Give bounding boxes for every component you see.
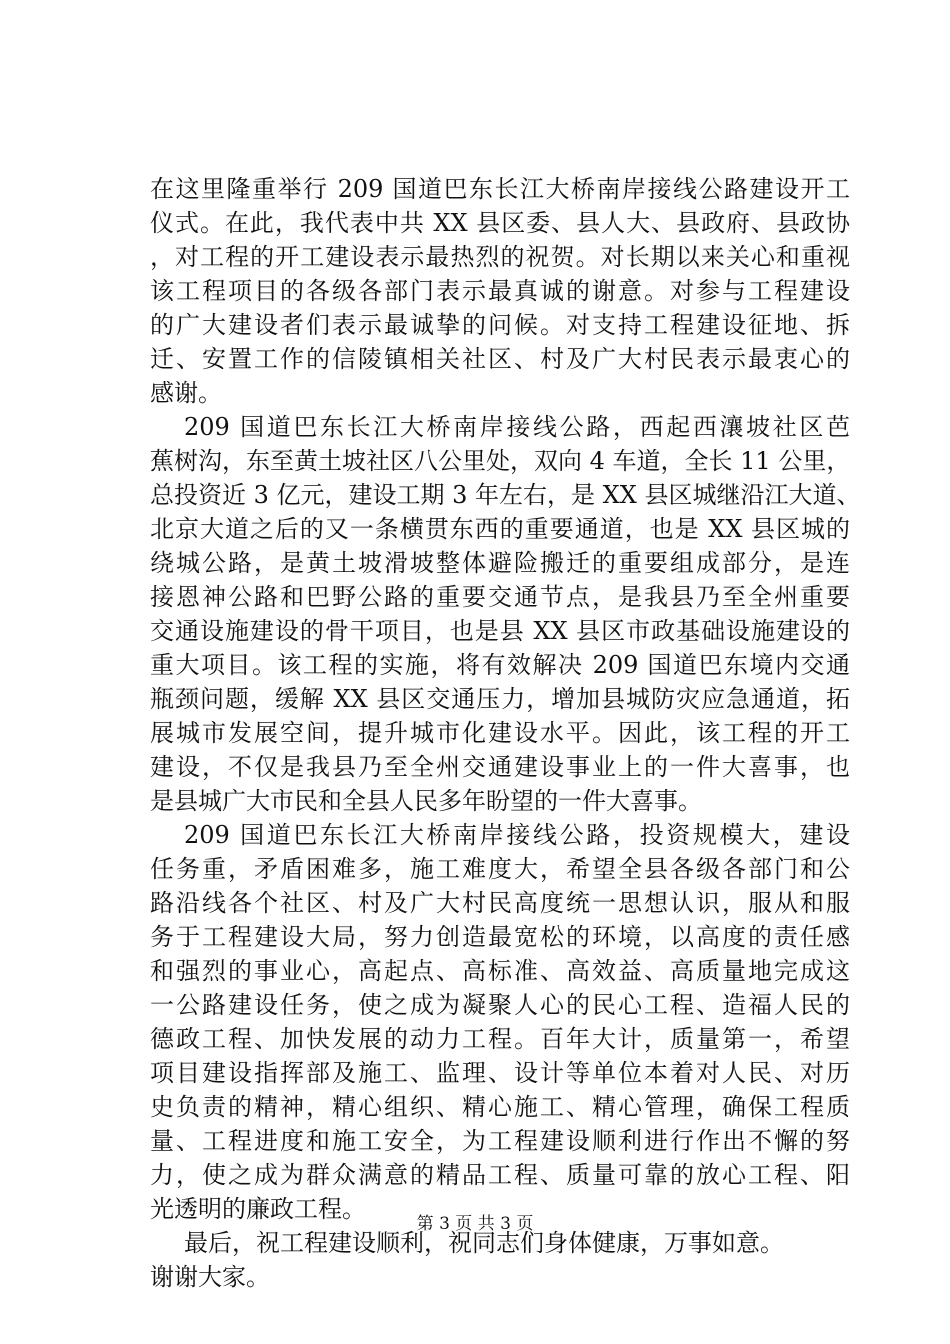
text-line: 量、工程进度和施工安全，为工程建设顺利进行作出不懈的努 [150, 1127, 850, 1155]
text-line: 任务重，矛盾困难多，施工难度大，希望全县各级各部门和公 [150, 855, 850, 883]
text-line: 该工程项目的各级各部门表示最真诚的谢意。对参与工程建设 [150, 277, 850, 305]
text-line: 展城市发展空间，提升城市化建设水平。因此，该工程的开工 [150, 719, 850, 747]
text-line: 是县城广大市民和全县人民多年盼望的一件大喜事。 [150, 787, 702, 815]
text-line: 项目建设指挥部及施工、监理、设计等单位本着对人民、对历 [150, 1059, 850, 1087]
text-line: 仪式。在此，我代表中共 XX 县区委、县人大、县政府、县政协 [150, 209, 850, 237]
text-line: 建设，不仅是我县乃至全州交通建设事业上的一件大喜事，也 [150, 753, 850, 781]
text-line: 在这里隆重举行 209 国道巴东长江大桥南岸接线公路建设开工 [150, 175, 850, 203]
text-line: 总投资近 3 亿元，建设工期 3 年左右，是 XX 县区城继沿江大道、 [150, 481, 861, 509]
text-line: 和强烈的事业心，高起点、高标准、高效益、高质量地完成这 [150, 957, 850, 985]
text-line: 力，使之成为群众满意的精品工程、质量可靠的放心工程、阳 [150, 1161, 850, 1189]
text-line: 重大项目。该工程的实施，将有效解决 209 国道巴东境内交通 [150, 651, 850, 679]
text-line: 光透明的廉政工程。 [150, 1195, 366, 1223]
paragraph-start-line: 209 国道巴东长江大桥南岸接线公路，投资规模大，建设 [184, 821, 850, 849]
text-line: 交通设施建设的骨干项目，也是县 XX 县区市政基础设施建设的 [150, 617, 850, 645]
text-line: 路沿线各个社区、村及广大村民高度统一思想认识，服从和服 [150, 889, 850, 917]
text-line: 一公路建设任务，使之成为凝聚人心的民心工程、造福人民的 [150, 991, 850, 1019]
text-line: 蕉树沟，东至黄土坡社区八公里处，双向 4 车道，全长 11 公里， [150, 447, 851, 475]
text-line: 瓶颈问题，缓解 XX 县区交通压力，增加县城防灾应急通道，拓 [150, 685, 850, 713]
paragraph-start-line: 最后，祝工程建设顺利，祝同志们身体健康，万事如意。 [184, 1229, 784, 1257]
text-line: 务于工程建设大局，努力创造最宽松的环境，以高度的责任感 [150, 923, 850, 951]
text-line: 迁、安置工作的信陵镇相关社区、村及广大村民表示最衷心的 [150, 345, 850, 373]
text-line: 绕城公路，是黄土坡滑坡整体避险搬迁的重要组成部分，是连 [150, 549, 850, 577]
document-body [150, 172, 861, 1294]
text-line: 的广大建设者们表示最诚挚的问候。对支持工程建设征地、拆 [150, 311, 850, 339]
text-line: 史负责的精神，精心组织、精心施工、精心管理，确保工程质 [150, 1093, 850, 1121]
text-line: 德政工程、加快发展的动力工程。百年大计，质量第一，希望 [150, 1025, 850, 1053]
text-line: 感谢。 [150, 379, 222, 407]
page-number-footer: 第 3 页 共 3 页 [416, 1214, 534, 1234]
text-line: 谢谢大家。 [150, 1263, 270, 1291]
paragraph-start-line: 209 国道巴东长江大桥南岸接线公路，西起西瀼坡社区芭 [184, 413, 850, 441]
text-line: 北京大道之后的又一条横贯东西的重要通道，也是 XX 县区城的 [150, 515, 850, 543]
text-line: 接恩神公路和巴野公路的重要交通节点，是我县乃至全州重要 [150, 583, 850, 611]
text-line: ，对工程的开工建设表示最热烈的祝贺。对长期以来关心和重视 [150, 243, 850, 271]
